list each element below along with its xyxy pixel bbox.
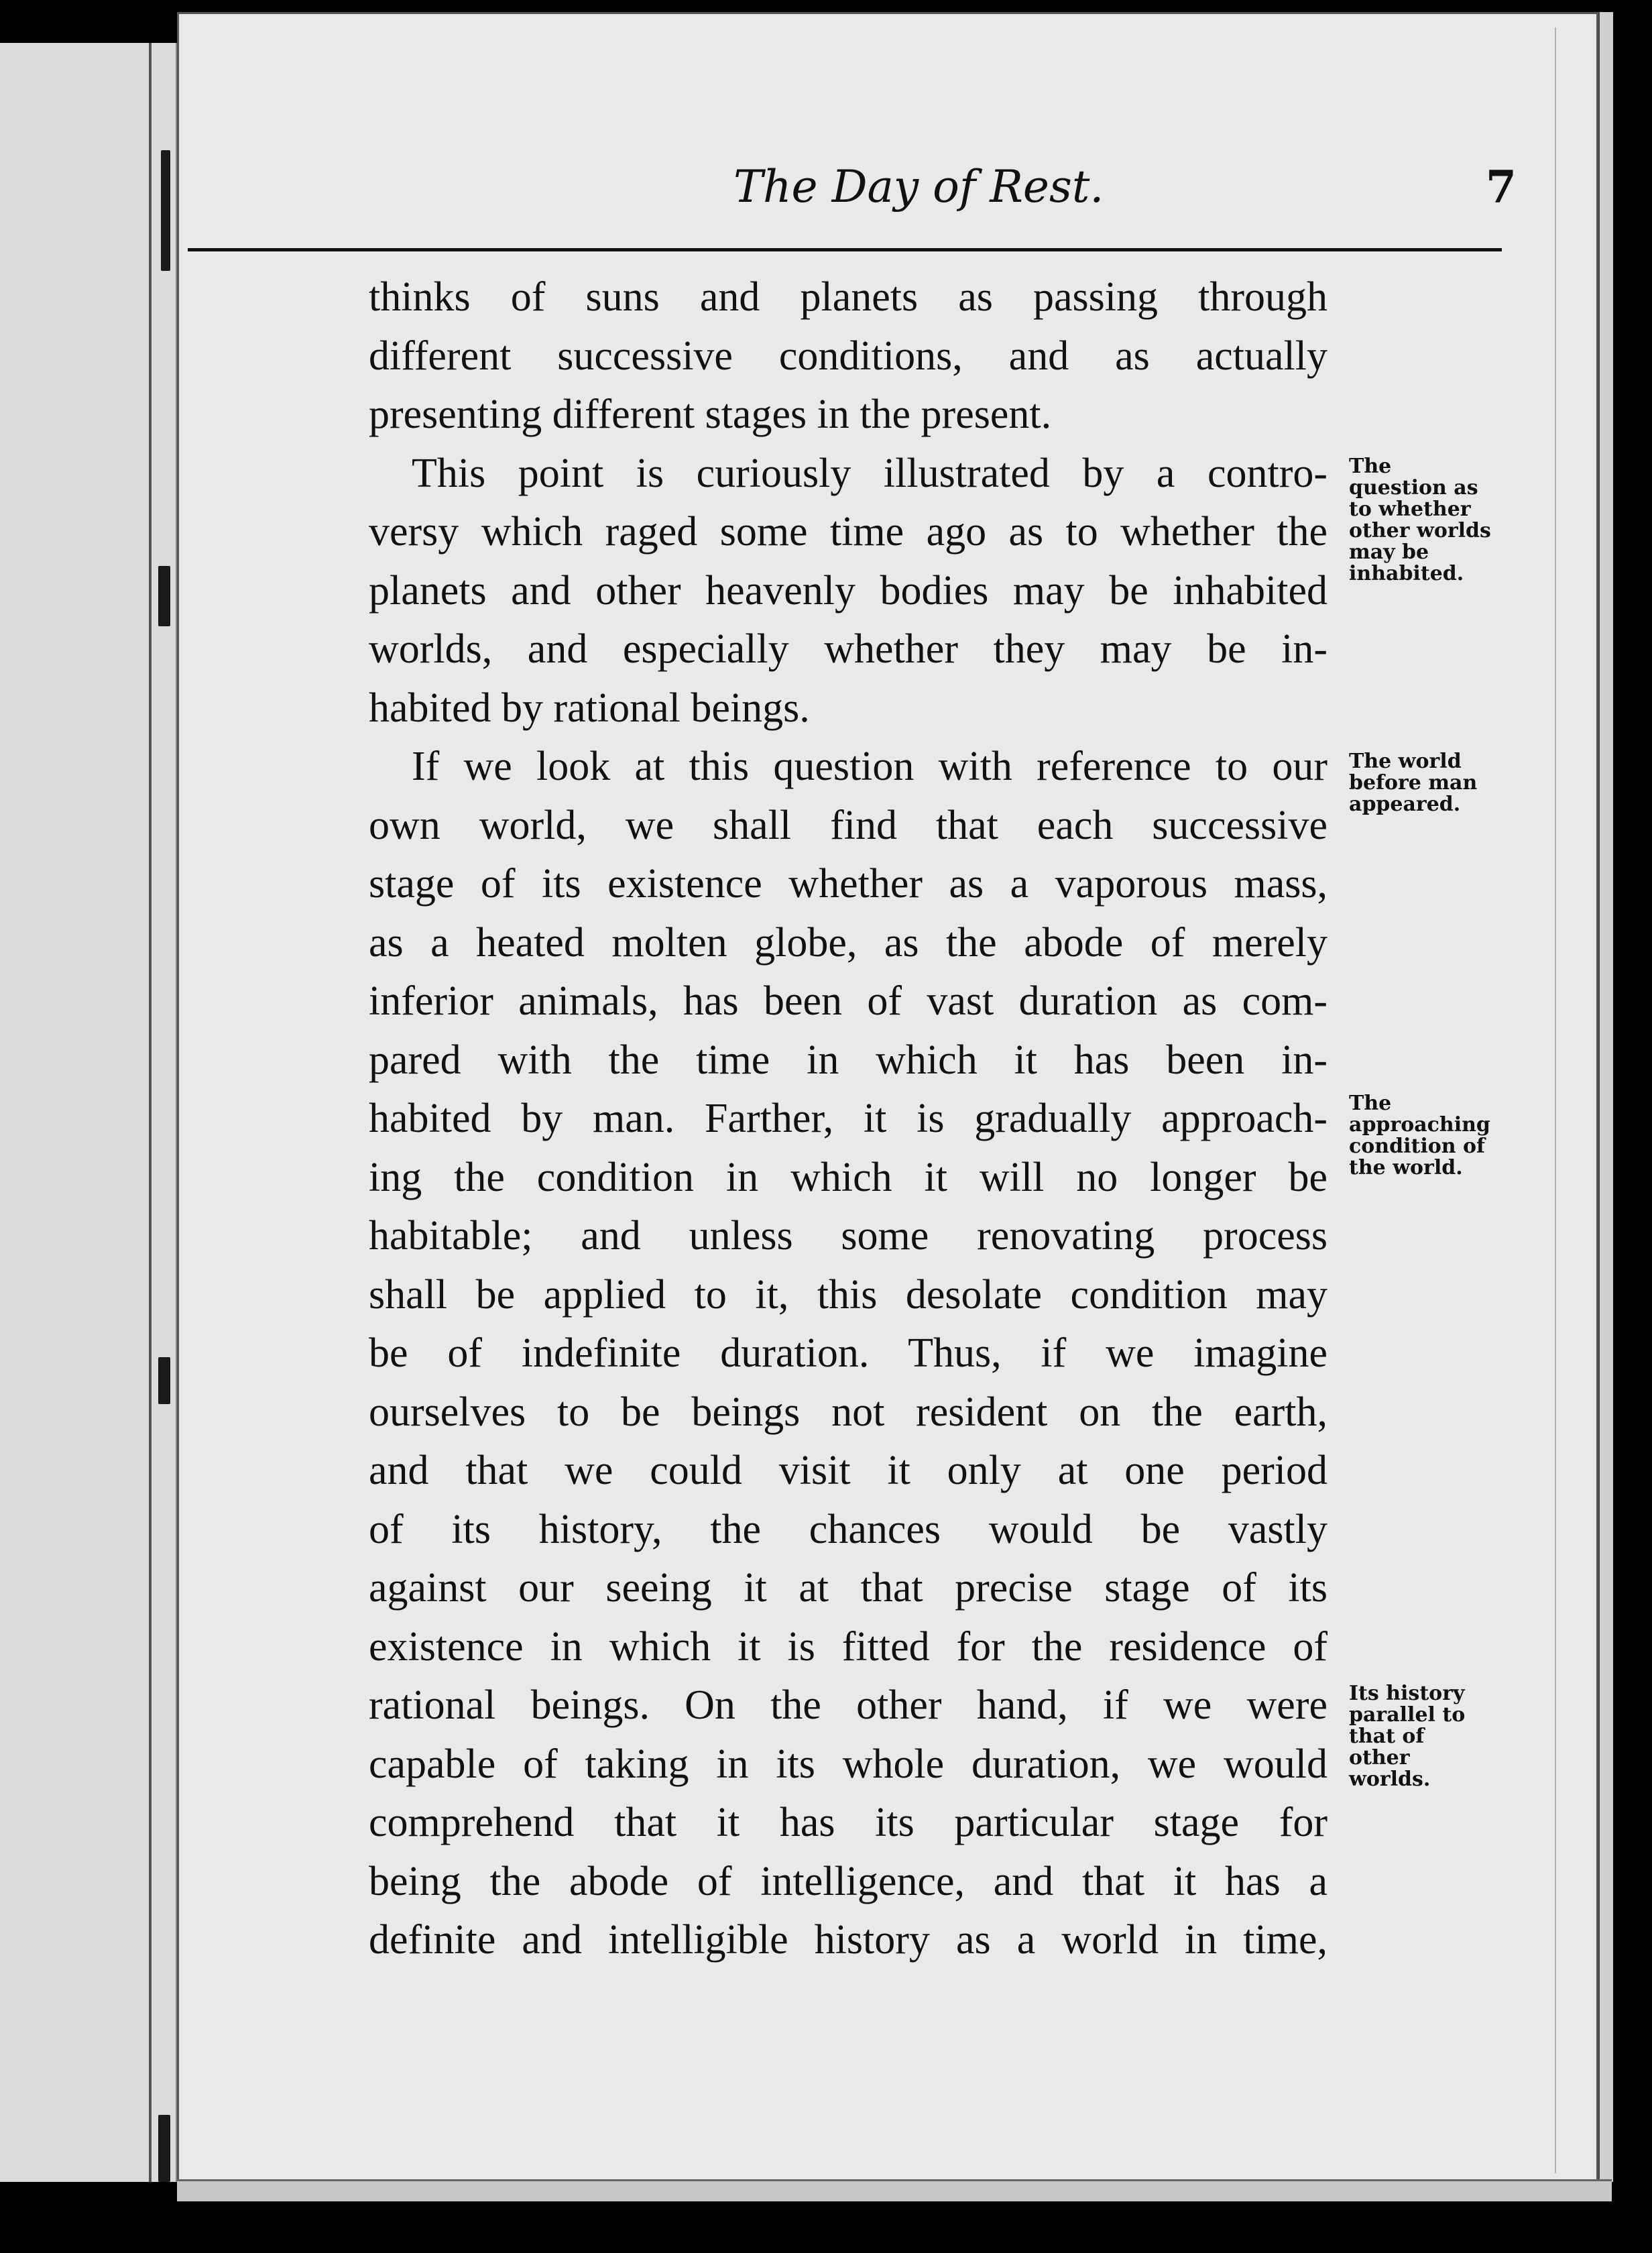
text-line: against our seeing it at that precise stage of its <box>369 1565 1328 1611</box>
running-title: The Day of Rest. <box>733 161 1104 213</box>
margin-note-line: before man <box>1349 771 1478 795</box>
text-line: ourselves to be beings not resident on the earth, <box>369 1389 1328 1435</box>
text-line: and that we could visit it only at one period <box>369 1448 1328 1493</box>
margin-note-line: other worlds <box>1349 519 1491 542</box>
margin-note-line: other <box>1349 1746 1410 1770</box>
margin-note-line: The <box>1349 455 1392 478</box>
margin-note-line: condition of <box>1349 1135 1485 1158</box>
body-text <box>369 268 1328 1970</box>
facing-page-edge <box>0 43 178 2182</box>
text-line: rational beings. On the other hand, if we were <box>369 1682 1328 1728</box>
margin-note-line: may be <box>1349 540 1429 564</box>
margin-note-approaching-condition <box>1349 1093 1503 1179</box>
margin-note-line: that of <box>1349 1725 1425 1748</box>
margin-note-line: to whether <box>1349 498 1471 521</box>
margin-note-inhabited-worlds <box>1349 456 1503 585</box>
text-line: as a heated molten globe, as the abode of merely <box>369 919 1328 966</box>
margin-note-line: the world. <box>1349 1156 1463 1179</box>
text-line: habited by man. Farther, it is gradually approach- <box>369 1096 1328 1141</box>
text-line: habited by rational beings. <box>369 685 810 731</box>
text-line: presenting different stages in the present. <box>369 392 1052 437</box>
text-line: If we look at this question with reference to our <box>412 744 1328 789</box>
margin-note-line: question as <box>1349 476 1478 500</box>
text-line: habitable; and unless some renovating process <box>369 1213 1328 1259</box>
text-line: versy which raged some time ago as to whether the <box>369 509 1328 555</box>
margin-note-line: worlds. <box>1349 1768 1431 1791</box>
margin-note-line: appeared. <box>1349 793 1461 816</box>
text-line: of its history, the chances would be vastly <box>369 1506 1328 1552</box>
text-line: be of indefinite duration. Thus, if we imagine <box>369 1330 1328 1376</box>
running-header <box>177 161 1517 221</box>
binding-mark <box>158 566 170 626</box>
text-line: different successive conditions, and as actually <box>369 333 1328 379</box>
text-line: stage of its existence whether as a vaporous mass, <box>369 861 1328 907</box>
margin-note-line: The <box>1349 1092 1392 1115</box>
margin-note-history-parallel <box>1349 1683 1503 1790</box>
text-line: worlds, and especially whether they may be in- <box>369 626 1328 672</box>
binding-mark <box>158 1357 170 1404</box>
text-line: existence in which it is fitted for the residence of <box>369 1623 1328 1670</box>
margin-note-line: approaching <box>1349 1113 1490 1137</box>
text-line: ing the condition in which it will no longer be <box>369 1154 1328 1200</box>
page-number: 7 <box>1486 161 1517 213</box>
page-stack-edge <box>1598 12 1613 2182</box>
page-fold-line <box>1555 27 1556 2173</box>
text-line: definite and intelligible history as a world in time, <box>369 1917 1328 1963</box>
text-line: own world, we shall find that each successive <box>369 802 1328 848</box>
margin-note-world-before-man <box>1349 751 1503 815</box>
text-line: capable of taking in its whole duration, we would <box>369 1741 1328 1787</box>
text-line: pared with the time in which it has been in- <box>369 1037 1328 1083</box>
header-rule <box>188 248 1502 251</box>
text-line: This point is curiously illustrated by a contro- <box>412 450 1328 496</box>
text-line: inferior animals, has been of vast duration as com- <box>369 978 1328 1024</box>
margin-note-line: The world <box>1349 750 1462 773</box>
text-line: shall be applied to it, this desolate condition may <box>369 1271 1328 1318</box>
page-bottom-edge <box>177 2179 1612 2201</box>
text-line: planets and other heavenly bodies may be inhabited <box>369 567 1328 614</box>
margin-note-line: parallel to <box>1349 1703 1466 1727</box>
binding-mark <box>158 2115 170 2182</box>
text-line: thinks of suns and planets as passing through <box>369 274 1328 320</box>
text-line: being the abode of intelligence, and that it has a <box>369 1858 1328 1904</box>
margin-note-line: Its history <box>1349 1682 1465 1705</box>
binding-mark <box>161 150 170 271</box>
page-gutter-line <box>149 43 152 2182</box>
text-line: comprehend that it has its particular stage for <box>369 1800 1328 1845</box>
margin-note-line: inhabited. <box>1349 562 1464 585</box>
